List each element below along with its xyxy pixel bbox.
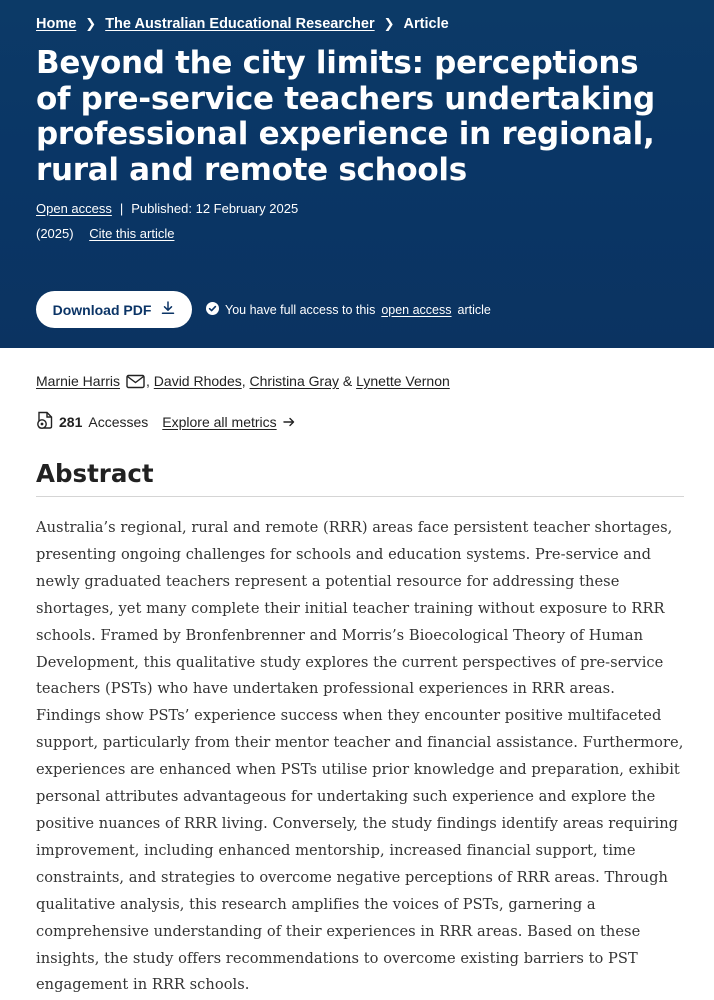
abstract-text: Australia’s regional, rural and remote (RRR) areas face persistent teacher shortages, presenting ongoing challenges for schools and education systems. Pre-service and newly graduated teachers represent a potential resource for addressing these shortages, yet many complete their initial teacher training without exposure to RRR schools. Framed by Bronfenbrenner and Morris’s Bioecological Theory of Human Development, this qualitative study explores the current perspectives of pre-service teachers (PSTs) who have undertaken professional experiences in RRR areas. Findings show PSTs’ experience success when they encounter positive multifaceted support, particularly from their mentor teacher and financial assistance. Furthermore, experiences are enhanced when PSTs utilise prior knowledge and preparation, exhibit personal attributes advantageous for undertaking such experience and explore the positive nuances of RRR living. Conversely, the study findings identify areas requiring improvement, including enhanced mentorship, increased financial support, time constraints, and strategies to overcome negative perceptions of RRR areas. Through qualitative analysis, this research amplifies the voices of PSTs, garnering a comprehensive understanding of their experiences in RRR areas. Based on these insights, the study offers recommendations to overcome existing barriers to PST engagement in RRR schools. — [36, 519, 684, 994]
author-separator: , — [146, 373, 150, 389]
author-link[interactable]: Lynette Vernon — [356, 373, 450, 389]
meta-divider: | — [119, 201, 124, 216]
arrow-right-icon — [283, 414, 295, 430]
breadcrumb-current: Article — [403, 16, 449, 32]
explore-metrics-link[interactable] — [162, 414, 294, 430]
breadcrumb-journal[interactable]: The Australian Educational Researcher — [105, 16, 375, 32]
download-icon — [161, 301, 175, 318]
article-title: Beyond the city limits: perceptions of pre-service teachers undertaking professional experience in regional, rural and remote schools — [36, 45, 655, 188]
access-status — [206, 302, 491, 318]
article-meta — [36, 201, 678, 216]
author-link[interactable]: David Rhodes — [153, 373, 242, 389]
article-header — [0, 0, 714, 348]
accesses-label: Accesses — [88, 414, 149, 430]
access-text: You have full access to this — [225, 302, 376, 317]
open-access-link[interactable]: Open access — [36, 201, 112, 216]
author-separator: , — [241, 373, 246, 389]
mail-icon[interactable] — [126, 374, 145, 389]
accesses-icon — [36, 411, 54, 433]
author-ampersand: & — [342, 373, 353, 389]
access-bar — [36, 291, 491, 328]
publication-year: (2025) — [36, 226, 74, 241]
published-date: Published: 12 February 2025 — [131, 201, 299, 216]
check-circle-icon — [206, 302, 219, 318]
chevron-right-icon: ❯ — [85, 16, 97, 31]
article-metrics — [36, 411, 684, 433]
author-link[interactable]: Marnie Harris — [36, 373, 121, 389]
author-list — [36, 373, 684, 389]
cite-article-link[interactable]: Cite this article — [89, 226, 175, 241]
article-meta-2 — [36, 226, 678, 241]
chevron-right-icon: ❯ — [383, 16, 395, 31]
breadcrumb — [36, 14, 678, 34]
open-access-info-link[interactable]: open access — [381, 302, 452, 317]
download-pdf-button[interactable] — [36, 291, 192, 328]
explore-metrics-label: Explore all metrics — [162, 414, 277, 430]
download-pdf-label: Download PDF — [52, 301, 152, 318]
author-link[interactable]: Christina Gray — [249, 373, 339, 389]
article-body — [0, 373, 714, 999]
access-suffix: article — [457, 302, 491, 317]
accesses-count: 281 — [59, 414, 83, 430]
breadcrumb-home[interactable]: Home — [36, 16, 77, 32]
abstract-heading: Abstract — [36, 459, 684, 497]
